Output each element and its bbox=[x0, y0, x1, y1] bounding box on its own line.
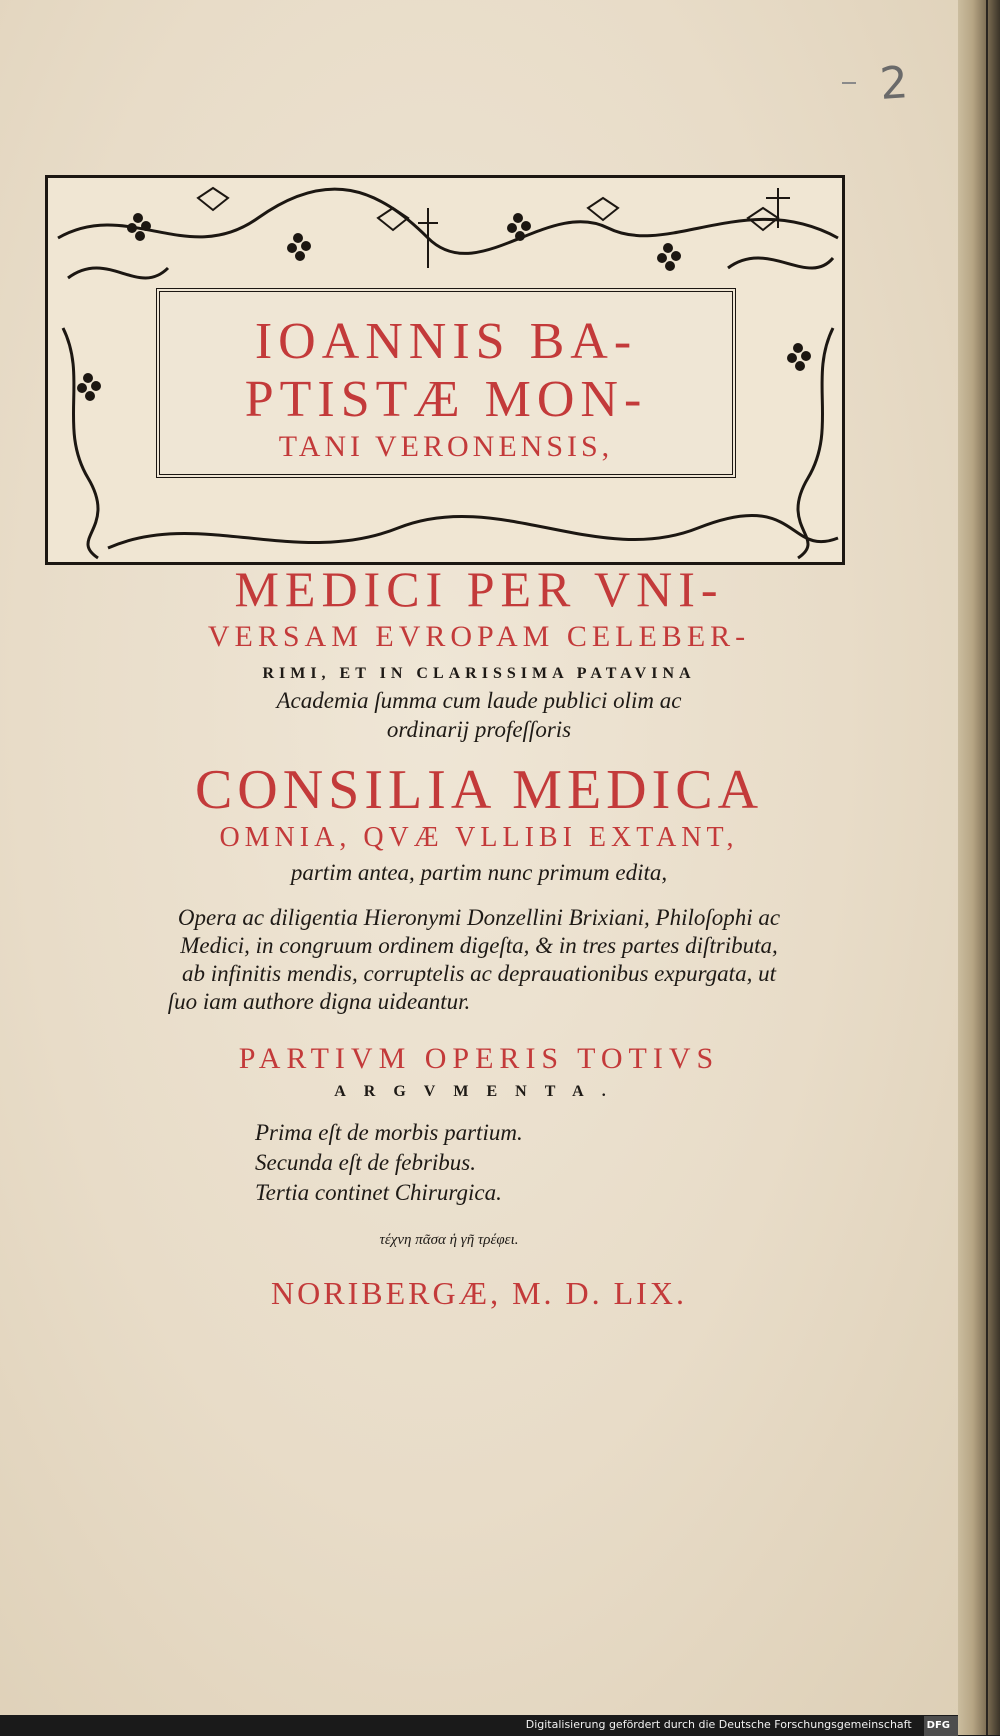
description-line-3: ab infinitis mendis, corruptelis ac deprauationibus expurgata, ut bbox=[182, 961, 776, 986]
author-title-line-1: IOANNIS BA- bbox=[254, 313, 638, 370]
main-title-line-1: CONSILIA MEDICA bbox=[194, 759, 764, 821]
description-line-2: Medici, in congruum ordinem digeſta, & in tres partes diſtributa, bbox=[180, 933, 778, 958]
subtitle-line-3: RIMI, ET IN CLARISSIMA PATAVINA bbox=[262, 665, 696, 682]
parts-heading-line-2: ARGVMENTA. bbox=[334, 1083, 624, 1100]
author-title-line-2: PTISTÆ MON- bbox=[244, 371, 648, 428]
subtitle-line-4: Academia ſumma cum laude publici olim ac bbox=[276, 688, 682, 713]
author-title-line-3: TANI VERONENSIS, bbox=[278, 430, 614, 463]
pencil-mark-dash bbox=[842, 82, 856, 84]
page-edge-line bbox=[986, 0, 988, 1735]
part-item-1: Prima eſt de morbis partium. bbox=[255, 1120, 523, 1145]
main-title-line-2: OMNIA, QVÆ VLLIBI EXTANT, bbox=[219, 822, 739, 853]
page-number-mark: 2 bbox=[878, 57, 910, 110]
main-title-line-3: partim antea, partim nunc primum edita, bbox=[290, 860, 668, 885]
description-line-1: Opera ac diligentia Hieronymi Donzellini Brixiani, Philoſophi ac bbox=[177, 905, 781, 930]
subtitle-line-5: ordinarij profeſſoris bbox=[386, 717, 572, 742]
description-line-4: ſuo iam authore digna uideantur. bbox=[167, 989, 471, 1014]
subtitle-line-1: MEDICI PER VNI- bbox=[234, 561, 724, 617]
title-frame bbox=[156, 288, 736, 478]
subtitle-line-2: VERSAM EVROPAM CELEBER- bbox=[207, 620, 751, 653]
dfg-logo: DFG bbox=[924, 1716, 958, 1736]
part-item-2: Secunda eſt de febribus. bbox=[255, 1150, 477, 1175]
digitization-footer bbox=[0, 1715, 958, 1735]
imprint: NORIBERGÆ, M. D. LIX. bbox=[271, 1275, 687, 1311]
parts-heading-line-1: PARTIVM OPERIS TOTIVS bbox=[238, 1042, 720, 1075]
part-item-3: Tertia continet Chirurgica. bbox=[255, 1180, 502, 1205]
woodcut-title-border bbox=[45, 175, 845, 565]
greek-motto: τέχνη πᾶσα ἡ γῆ τρέφει. bbox=[379, 1232, 519, 1248]
footer-text: Digitalisierung gefördert durch die Deutsche Forschungsgemeinschaft bbox=[525, 1718, 912, 1731]
page-fold-shadow bbox=[958, 0, 1000, 1735]
